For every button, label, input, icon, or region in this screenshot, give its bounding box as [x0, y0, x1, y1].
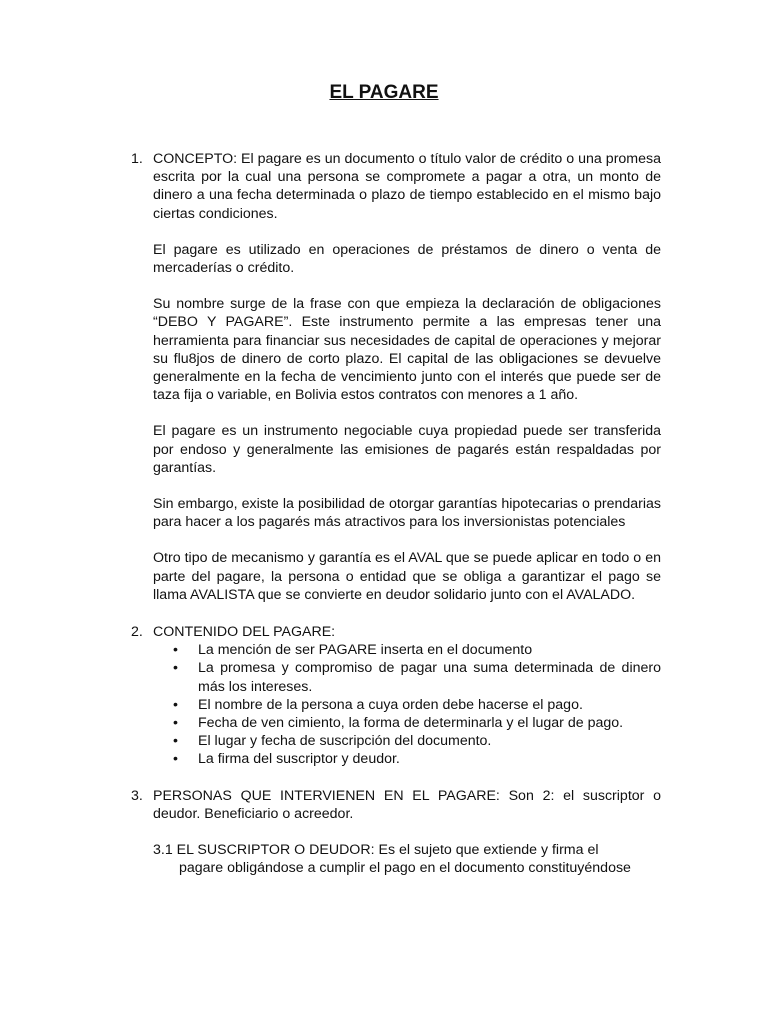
- section-heading: CONTENIDO DEL PAGARE:: [153, 624, 336, 641]
- paragraph: El pagare es utilizado en operaciones de préstamos de dinero o venta de mercaderías o crédito.: [153, 241, 661, 277]
- list-item-text: La promesa y compromiso de pagar una suma determinada de dinero más los intereses.: [198, 660, 661, 695]
- subsection-line: 3.1 EL SUSCRIPTOR O DEUDOR: Es el sujeto que extiende y firma el: [153, 842, 599, 859]
- paragraph: Otro tipo de mecanismo y garantía es el AVAL que se puede aplicar en todo o en parte del pagare, la persona o entidad que se obliga a garantizar el pago se llama AVALISTA que se convierte en deudor solidario junto con el AVALADO.: [153, 550, 661, 603]
- bullet-icon: •: [173, 715, 178, 732]
- subsection-line: pagare obligándose a cumplir el pago en el documento constituyéndose: [179, 860, 631, 877]
- list-item: [173, 750, 661, 768]
- paragraph: PERSONAS QUE INTERVIENEN EN EL PAGARE: Son 2: el suscriptor o deudor. Beneficiario o acreedor.: [153, 787, 661, 822]
- list-item: [173, 696, 661, 714]
- section-number: 2.: [131, 624, 143, 641]
- section-number: 1.: [131, 151, 143, 167]
- section-concepto: [128, 150, 661, 604]
- list-item-text: El nombre de la persona a cuya orden debe hacerse el pago.: [198, 696, 583, 713]
- list-item-text: La firma del suscriptor y deudor.: [198, 751, 400, 768]
- section-personas: [128, 787, 661, 878]
- bullet-icon: •: [173, 696, 178, 713]
- section-contenido: [128, 623, 661, 769]
- bullet-list: [153, 641, 661, 768]
- bullet-icon: •: [173, 733, 178, 750]
- list-item-text: La mención de ser PAGARE inserta en el documento: [198, 642, 533, 659]
- bullet-icon: •: [173, 660, 178, 677]
- list-item: [173, 641, 661, 659]
- paragraph: El pagare es un instrumento negociable cuya propiedad puede ser transferida por endoso y generalmente las emisiones de pagarés están respaldadas por garantías.: [153, 423, 661, 476]
- list-item-text: El lugar y fecha de suscripción del documento.: [198, 733, 492, 750]
- list-item: [173, 714, 661, 732]
- document-body: [128, 150, 661, 878]
- paragraph: Sin embargo, existe la posibilidad de otorgar garantías hipotecarias o prendarias para hacer a los pagarés más atractivos para los inversionistas potenciales: [153, 496, 661, 531]
- document-title: EL PAGARE: [329, 82, 439, 103]
- list-item-text: Fecha de ven cimiento, la forma de determinarla y el lugar de pago.: [198, 715, 624, 732]
- section-number: 3.: [131, 787, 143, 804]
- list-item: [173, 732, 661, 750]
- bullet-icon: •: [173, 751, 178, 768]
- bullet-icon: •: [173, 642, 178, 659]
- list-item: [173, 659, 661, 695]
- paragraph: Su nombre surge de la frase con que empieza la declaración de obligaciones “DEBO Y PAGARE”. Este instrumento permite a las empresas tener una herramienta para financiar sus necesidades de capital de operaciones y mejorar su flu8jos de dinero de corto plazo. El capital de las obligaciones se devuelve generalmente en la fecha de vencimiento junto con el interés que puede ser de taza fija o variable, en Bolivia estos contratos con menores a 1 año.: [153, 296, 661, 404]
- paragraph: CONCEPTO: El pagare es un documento o título valor de crédito o una promesa escrita por la cual una persona se compromete a pagar a otra, un monto de dinero a una fecha determinada o plazo de tiempo establecido en el mismo bajo ciertas condiciones.: [153, 151, 661, 222]
- subsection-paragraph: [153, 841, 661, 877]
